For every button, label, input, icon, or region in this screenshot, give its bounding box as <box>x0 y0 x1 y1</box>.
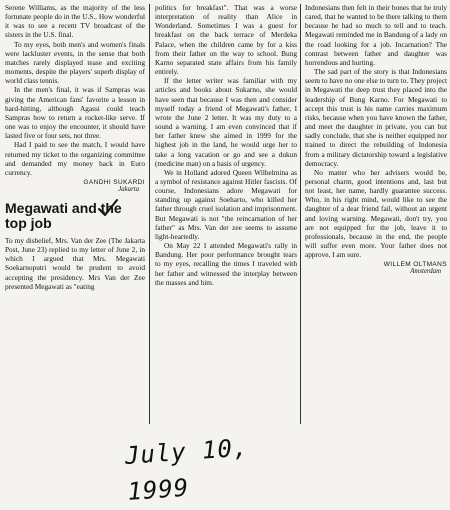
column-2 <box>155 3 297 287</box>
letter1-location: Jakarta <box>118 185 139 193</box>
letter2-paragraph: We in Holland adored Queen Wilhelmina as a symbol of resistance against Hitler fascists. Of course, Indonesians adore Megawati for standing up against Soeharto, who killed her father through cruel isolation and imprisonment. But Megawati is not "the reincarnation of her father" as Mrs. Van der zee seems to assume light-heartedly. <box>155 167 297 241</box>
letter2-paragraph: On May 22 I attended Megawati's rally in Bandung. Her poor performance brought tears to my eyes, recalling the times I traveled with her father and witnessed the interplay between the masses and him. <box>155 241 297 287</box>
letter1-signature: GANDHI SUKARDI <box>83 178 145 186</box>
letter2-headline <box>5 201 145 232</box>
letter2-location: Amsterdam <box>410 268 441 276</box>
handwritten-checkmark-icon <box>97 197 119 219</box>
column-divider <box>149 4 150 424</box>
handwritten-date: July 10, 1999 <box>124 433 250 506</box>
headline-text: Megawati and the top job <box>5 199 122 232</box>
letter1-paragraph: To my eyes, both men's and women's finals were lackluster events, in the sense that both matches rarely displayed tease and exciting moments, despite the players' superb display of world class tennis. <box>5 39 145 86</box>
column-1 <box>5 3 145 291</box>
column-divider <box>300 4 301 424</box>
column-3 <box>305 3 447 275</box>
letter2-paragraph: To my disbelief, Mrs. Van der Zee (The Jakarta Post, June 23) replied to my letter of June 2, in which I argued that Mrs. Megawati Soekarnoputri would be prudent to avoid accepting the presidency. Mrs Van der Zee presented Megawati as "eating <box>5 235 145 291</box>
letter1-paragraph: In the men's final, it was if Sampras was giving the American fans' favorite a lesson in hard-hitting, although Agassi could teach Sampras how to return a rocket-like serve. If one was to enjoy the encounter, it should have lasted five or four sets, not three. <box>5 85 145 141</box>
letter2-paragraph: The sad part of the story is that Indonesians seem to have no one else to turn to. They project in Megawati the deep trust they placed into the leadership of Bung Karno. For Megawati to accept this trust is his name carries maximum risks, because when you have known the father, and meet the daughter in private, you can but sadly conclude, that she is neither equipped nor trained to direct the rebuilding of Indonesia from a military dictatorship toward a legislative democracy. <box>305 67 447 168</box>
letter2-paragraph: No matter who her advisers would be, personal charm, good intentions and, last but not least, her name, hardly guarantee success. Who, in his right mind, would like to see the daughter of a dear friend fail, without an urgent and loving warning. Megawati, don't try, you are not equipped for the job, leave it to professionals, because in the end, the people will suffer even more. Your father does not approve, I am sure. <box>305 167 447 260</box>
letter2-paragraph: If the letter writer was familiar with my articles and books about Sukarno, she would have seen that because I was then and consider myself today a friend of Megawati's father, I wrote the June 2 letter. It was my duty to a sound a warning. I am even convinced that if her father knew she aimed in 1999 for the highest job in the land, he would urge her to take a long vacation or go and see a dukun (medicine man) on a basis of urgency. <box>155 76 297 168</box>
letter2-paragraph: politics for breakfast". That was a worse interpretation of reality than Alice in Wonderland. Sometimes I was a guest for breakfast on the back terrace of Merdeka Palace, when the children came by for a kiss from their father on the way to school. Bung Karno separated state affairs from his family entirely. <box>155 3 297 77</box>
letter1-paragraph: Serene Williams, as the majority of the less fortunate people do in the U.S.. How wonderful it was to see a recent TV broadcast of the sisters in the U.S. final. <box>5 3 145 40</box>
letter1-paragraph: Had I paid to see the match, I would have returned my ticket to the organizing committee and demanded my money back in Euro currency. <box>5 140 145 177</box>
letter2-signature: WILLEM OLTMANS <box>383 261 447 269</box>
letter2-paragraph: Indonesians then felt in their bones that he truly cared, that he wanted to be there talking to them because he had so much to tell and to teach. Megawati reminded me in Bandung of a lady on the road looking for a job. Incarnation? The contrast between father and daughter was horrendous and hurting. <box>305 3 447 67</box>
